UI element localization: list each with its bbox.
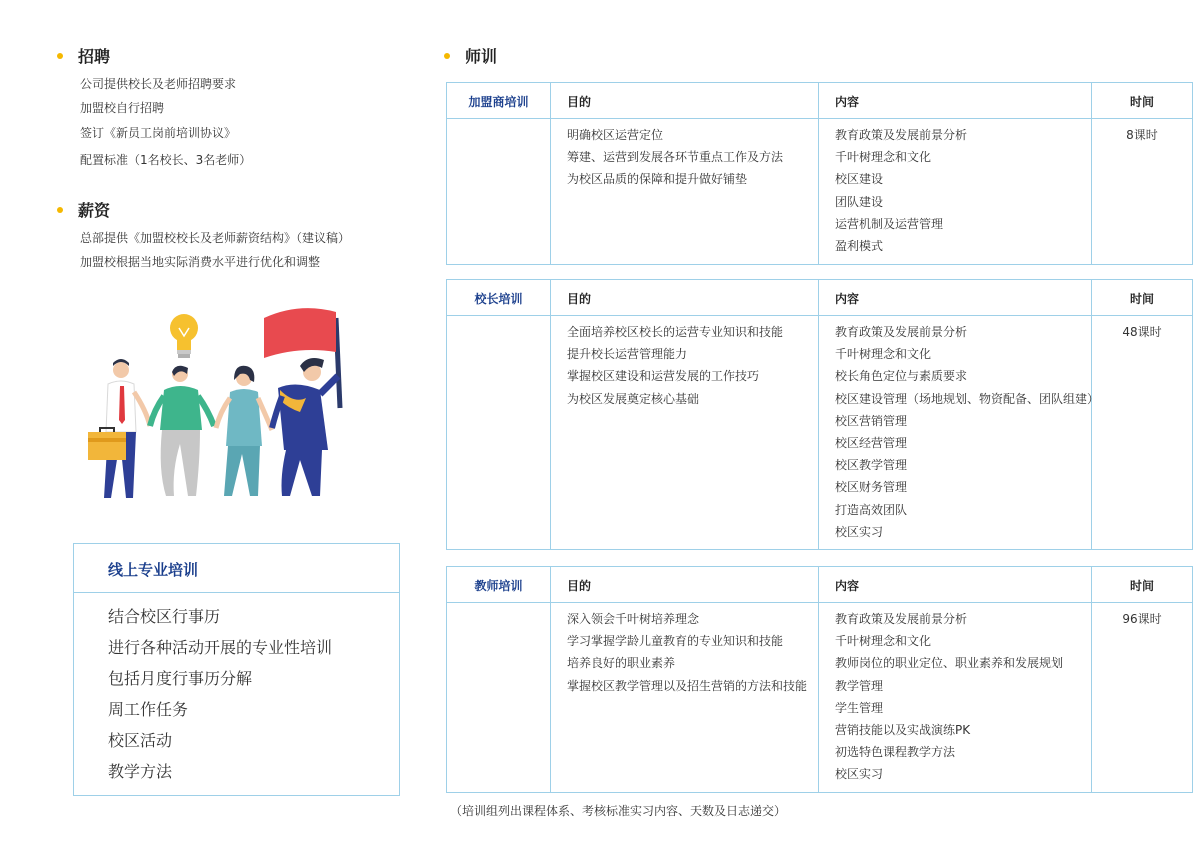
table-row [447,316,1192,549]
column-header-content: 内容 [819,280,1092,315]
teacher-training-heading [444,44,497,67]
content-item: 教学管理 [835,678,884,693]
person-green-shirt [150,366,214,496]
goals-cell [551,603,819,792]
recruit-line: 加盟校自行招聘 [80,101,165,115]
content-item: 千叶树理念和文化 [835,634,932,649]
goal-item: 掌握校区教学管理以及招生营销的方法和技能 [567,678,808,693]
online-training-box [73,543,400,796]
recruit-title: 招聘 [78,47,111,66]
content-item: 校区财务管理 [835,480,908,495]
goal-item: 为校区发展奠定核心基础 [567,391,700,406]
column-header-goal: 目的 [551,567,819,602]
content-item: 校区实习 [835,767,884,782]
bullet-dot-icon [57,53,63,59]
recruit-line: 签订《新员工岗前培训协议》 [80,126,237,140]
table-header-row [447,280,1192,316]
online-training-item: 校区活动 [108,731,173,750]
empty-cell [447,603,551,792]
content-item: 校区实习 [835,524,884,539]
column-header-goal: 目的 [551,83,819,118]
content-item: 营销技能以及实战演练PK [835,722,971,737]
column-header-time: 时间 [1129,95,1154,109]
time-value: 48课时 [1122,325,1162,339]
person-flag-bearer [272,358,338,496]
salary-title: 薪资 [78,201,111,220]
person-teal-outfit [216,366,272,496]
content-item: 校区建设 [835,172,884,187]
content-item: 运营机制及运营管理 [835,216,944,231]
time-value: 96课时 [1122,612,1162,626]
goals-cell [551,119,819,264]
goal-item: 深入领会千叶树培养理念 [567,612,700,626]
online-training-item: 周工作任务 [108,700,189,719]
content-item: 教育政策及发展前景分析 [835,128,968,142]
online-training-item: 教学方法 [108,762,173,781]
goal-item: 为校区品质的保障和提升做好铺垫 [567,172,748,187]
time-value: 8课时 [1126,128,1158,142]
online-training-item: 结合校区行事历 [108,607,221,626]
salary-line: 总部提供《加盟校校长及老师薪资结构》（建议稿） [80,231,351,245]
training-footnote: （培训组列出课程体系、考核标准实习内容、天数及日志递交） [450,804,787,818]
recruit-lines [80,72,251,174]
training-table-principal [446,279,1193,550]
goal-item: 提升校长运营管理能力 [567,347,688,362]
column-header-content: 内容 [819,83,1092,118]
content-item: 千叶树理念和文化 [835,347,932,362]
bullet-dot-icon [444,53,450,59]
empty-cell [447,119,551,264]
column-header-time: 时间 [1129,292,1154,306]
column-header-goal: 目的 [551,280,819,315]
goal-item: 学习掌握学龄儿童教育的专业知识和技能 [567,634,784,649]
online-training-title: 线上专业培训 [74,544,399,593]
content-item: 千叶树理念和文化 [835,150,932,165]
table-row [447,119,1192,264]
recruit-line: 配置标准（1名校长、3名老师） [80,153,252,167]
table-name-cell: 加盟商培训 [447,83,551,118]
bullet-dot-icon [57,207,63,213]
online-training-list [74,593,399,787]
goal-item: 筹建、运营到发展各环节重点工作及方法 [567,150,784,165]
salary-line: 加盟校根据当地实际消费水平进行优化和调整 [80,255,321,269]
recruit-heading [57,44,110,67]
content-item: 打造高效团队 [835,502,908,517]
goal-item: 掌握校区建设和运营发展的工作技巧 [567,369,760,384]
column-header-content: 内容 [819,567,1092,602]
content-item: 教育政策及发展前景分析 [835,325,968,339]
salary-heading [57,198,110,221]
goals-cell [551,316,819,549]
table-header-row [447,83,1192,119]
content-item: 校区建设管理（场地规划、物资配备、团队组建） [835,391,1100,406]
online-training-item: 包括月度行事历分解 [108,669,253,688]
recruit-line: 公司提供校长及老师招聘要求 [80,77,237,91]
goal-item: 培养良好的职业素养 [567,656,676,671]
empty-cell [447,316,551,549]
lightbulb-icon [170,314,198,358]
content-item: 校区营销管理 [835,413,908,428]
table-header-row [447,567,1192,603]
time-cell [1092,119,1192,264]
content-item: 团队建设 [835,194,884,209]
column-header-time: 时间 [1129,579,1154,593]
contents-cell [819,316,1100,549]
content-item: 教育政策及发展前景分析 [835,612,968,626]
teacher-training-title: 师训 [465,47,498,66]
goal-item: 全面培养校区校长的运营专业知识和技能 [567,325,784,339]
content-item: 校区经营管理 [835,435,908,450]
online-training-item: 进行各种活动开展的专业性培训 [108,638,333,657]
content-item: 初选特色课程教学方法 [835,745,956,760]
table-name-cell: 校长培训 [447,280,551,315]
salary-lines [80,226,350,274]
content-item: 校区教学管理 [835,458,908,473]
time-cell [1092,316,1192,549]
content-item: 盈利模式 [835,238,884,253]
training-table-teacher [446,566,1193,793]
person-businessman [88,359,150,498]
training-table-franchisee [446,82,1193,265]
content-item: 教师岗位的职业定位、职业素养和发展规划 [835,656,1064,671]
team-march-illustration [84,300,344,510]
content-item: 学生管理 [835,700,884,715]
content-item: 校长角色定位与素质要求 [835,369,968,384]
contents-cell [819,119,1092,264]
contents-cell [819,603,1092,792]
time-cell [1092,603,1192,792]
table-row [447,603,1192,792]
table-name-cell: 教师培训 [447,567,551,602]
goal-item: 明确校区运营定位 [567,128,664,142]
